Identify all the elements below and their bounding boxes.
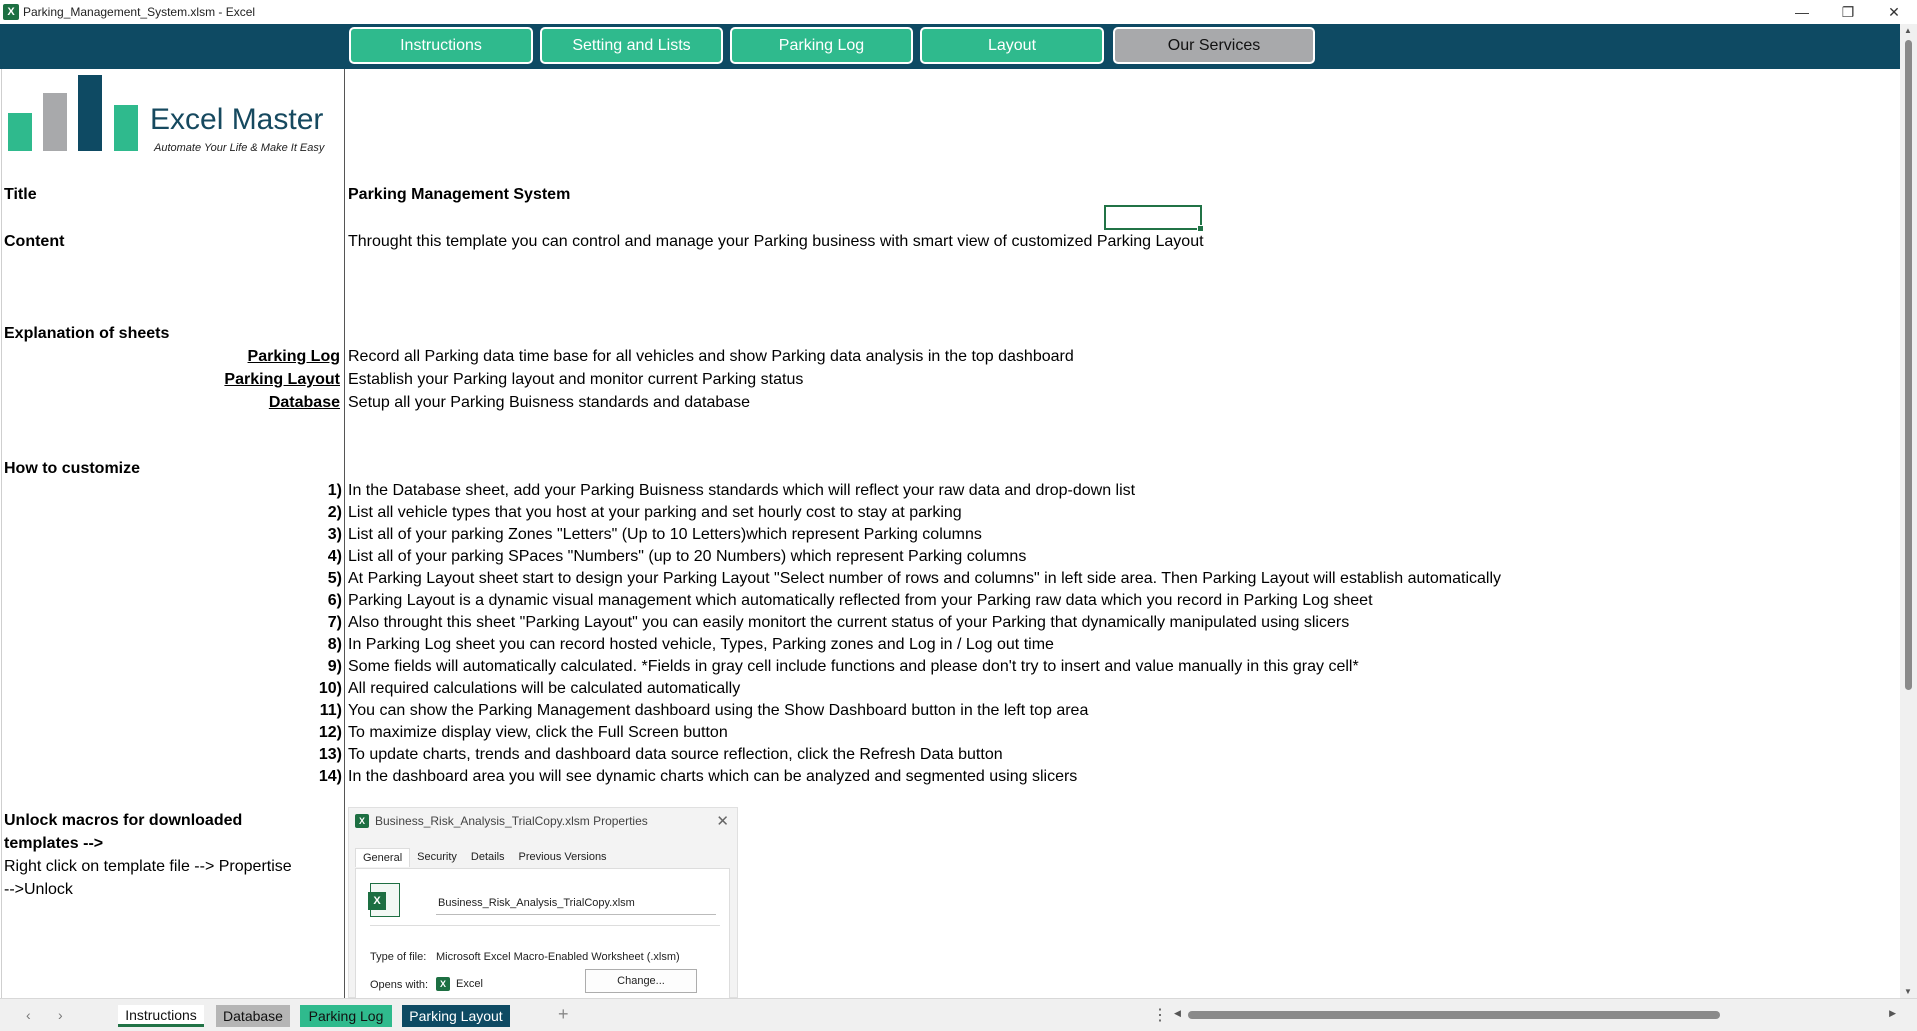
add-sheet-icon[interactable]: + [558,1004,569,1024]
step-text: List all of your parking SPaces "Numbers" (up to 20 Numbers) which represent Parking columns [348,548,1027,565]
step-number: 3) [327,526,342,543]
sheet-tab-parking-layout[interactable]: Parking Layout [402,1005,510,1027]
step-number: 10) [318,680,342,697]
step-number: 5) [327,570,342,587]
tab-security: Security [417,851,457,863]
step-number: 7) [327,614,342,631]
sheet-nav-bar [0,24,1900,69]
divider [370,925,720,926]
type-label: Type of file: [370,951,427,963]
more-options-icon[interactable]: ⋮ [1152,1007,1168,1024]
link-cell-1 [2,347,340,367]
unlock-label-line-2: templates --> [4,835,104,852]
selected-cell[interactable] [1104,205,1202,230]
step-text: In the Database sheet, add your Parking Buisness standards which will reflect your raw data and drop-down list [348,482,1136,499]
link-cell-2 [2,370,340,390]
horizontal-scroll-thumb[interactable] [1188,1011,1720,1019]
minimize-button[interactable]: — [1795,4,1809,20]
tab-details: Details [470,851,505,863]
explanation-text: Establish your Parking layout and monitor current Parking status [348,371,804,388]
tab-general: General [355,848,410,867]
properties-dialog-image [348,807,738,998]
nav-parking-log-button[interactable]: Parking Log [730,27,913,64]
opens-with-label: Opens with: [370,979,429,991]
step-text: List all vehicle types that you host at your parking and set hourly cost to stay at parking [348,504,962,521]
step-text: List all of your parking Zones "Letters" (Up to 10 Letters)which represent Parking columns [348,526,982,543]
close-icon: ✕ [716,813,729,830]
properties-title [355,814,648,828]
logo-name: Excel Master [150,103,324,136]
maximize-button[interactable]: ❐ [1841,3,1855,20]
excel-app-icon: X [3,4,19,20]
unlock-label-line-1: Unlock macros for downloaded [4,812,243,829]
window-title: Parking_Management_System.xlsm - Excel [23,5,256,19]
sheet-tab-parking-log[interactable]: Parking Log [300,1005,392,1027]
content-label: Content [4,233,65,250]
prev-sheet-icon[interactable]: ‹ [26,1007,31,1023]
parking-layout-link[interactable]: Parking Layout [224,371,340,388]
properties-title-text: Business_Risk_Analysis_TrialCopy.xlsm Properties [375,814,648,828]
unlock-instruction-line-1: Right click on template file --> Propertise [4,858,292,875]
explanation-text: Setup all your Parking Buisness standards and database [348,394,751,411]
explanation-text: Record all Parking data time base for all vehicles and show Parking data analysis in the top dashboard [348,348,1074,365]
properties-body [355,868,730,999]
filename-field: Business_Risk_Analysis_TrialCopy.xlsm [436,893,716,915]
link-cell-3 [2,393,340,413]
nav-setting-lists-button[interactable]: Setting and Lists [540,27,723,64]
parking-log-link[interactable]: Parking Log [247,348,340,365]
step-number: 8) [327,636,342,653]
sheet-tabs-bar [0,998,1917,1031]
opens-with-app: Excel [456,978,483,990]
step-number: 4) [327,548,342,565]
title-bar [0,0,1917,24]
step-text: Also throught this sheet "Parking Layout" you can easily monitort the current status of your Parking that dynamically manipulated using slicers [348,614,1350,631]
excel-master-logo [6,77,338,157]
logo-bar-1 [8,113,32,151]
title-value: Parking Management System [348,186,571,203]
sheet-tab-database[interactable]: Database [216,1005,290,1027]
vertical-scrollbar[interactable] [1900,24,1917,998]
tab-previous-versions: Previous Versions [518,851,607,863]
scroll-up-icon[interactable]: ▲ [1904,26,1912,35]
scroll-right-icon[interactable]: ▶ [1889,1008,1896,1018]
step-number: 9) [327,658,342,675]
horizontal-scrollbar[interactable] [1170,1007,1900,1023]
step-text: Some fields will automatically calculated. *Fields in gray cell include functions and please don't try to insert and value manually in this gray cell* [348,658,1359,675]
excel-document-icon: X [370,883,400,917]
column-border-left [1,69,2,998]
database-link[interactable]: Database [268,394,340,411]
step-number: 12) [318,724,342,741]
customize-label: How to customize [4,460,141,477]
nav-our-services-button[interactable]: Our Services [1113,27,1315,64]
close-button[interactable]: ✕ [1888,3,1900,20]
step-text: In the dashboard area you will see dynamic charts which can be analyzed and segmented using slicers [348,768,1078,785]
excel-small-icon: X [436,977,450,991]
logo-tagline: Automate Your Life & Make It Easy [154,142,325,154]
step-number: 6) [327,592,342,609]
excel-file-icon: X [355,814,369,828]
worksheet[interactable] [0,69,1900,998]
step-number: 2) [327,504,342,521]
opens-with-value [436,977,483,991]
title-label: Title [4,186,37,203]
step-number: 11) [319,702,342,719]
column-divider [344,69,345,998]
step-text: In Parking Log sheet you can record hosted vehicle, Types, Parking zones and Log in / Log out time [348,636,1054,653]
vertical-scroll-thumb[interactable] [1905,40,1912,690]
step-number: 1) [327,482,342,499]
step-text: To update charts, trends and dashboard data source reflection, click the Refresh Data button [348,746,1003,763]
content-value: Throught this template you can control and manage your Parking business with smart view of customized Parking Layout [348,233,1204,250]
step-number: 13) [318,746,342,763]
explanation-label: Explanation of sheets [4,325,170,342]
unlock-instruction-line-2: -->Unlock [4,881,73,898]
scroll-down-icon[interactable]: ▼ [1904,987,1912,996]
change-button: Change... [585,969,697,993]
nav-layout-button[interactable]: Layout [920,27,1104,64]
properties-tabs [355,848,614,867]
logo-bar-4 [114,105,138,151]
step-number: 14) [318,768,342,785]
logo-bar-2 [43,93,67,151]
nav-instructions-button[interactable]: Instructions [349,27,533,64]
type-value: Microsoft Excel Macro-Enabled Worksheet (.xlsm) [436,951,680,963]
window-controls [1779,0,1917,24]
scroll-left-icon[interactable]: ◀ [1174,1008,1181,1018]
step-text: To maximize display view, click the Full Screen button [348,724,728,741]
step-text: All required calculations will be calculated automatically [348,680,741,697]
sheet-tab-instructions[interactable] [118,1005,204,1027]
step-text: Parking Layout is a dynamic visual management which automatically reflected from your Parking raw data which you record in Parking Log sheet [348,592,1373,609]
next-sheet-icon[interactable]: › [58,1007,63,1023]
step-text: You can show the Parking Management dashboard using the Show Dashboard button in the left top area [348,702,1089,719]
logo-bar-3 [78,75,102,151]
step-text: At Parking Layout sheet start to design your Parking Layout "Select number of rows and columns" in left side area. Then Parking Layout will establish automatically [348,570,1502,587]
sheet-tab-label: Instructions [125,1006,197,1023]
